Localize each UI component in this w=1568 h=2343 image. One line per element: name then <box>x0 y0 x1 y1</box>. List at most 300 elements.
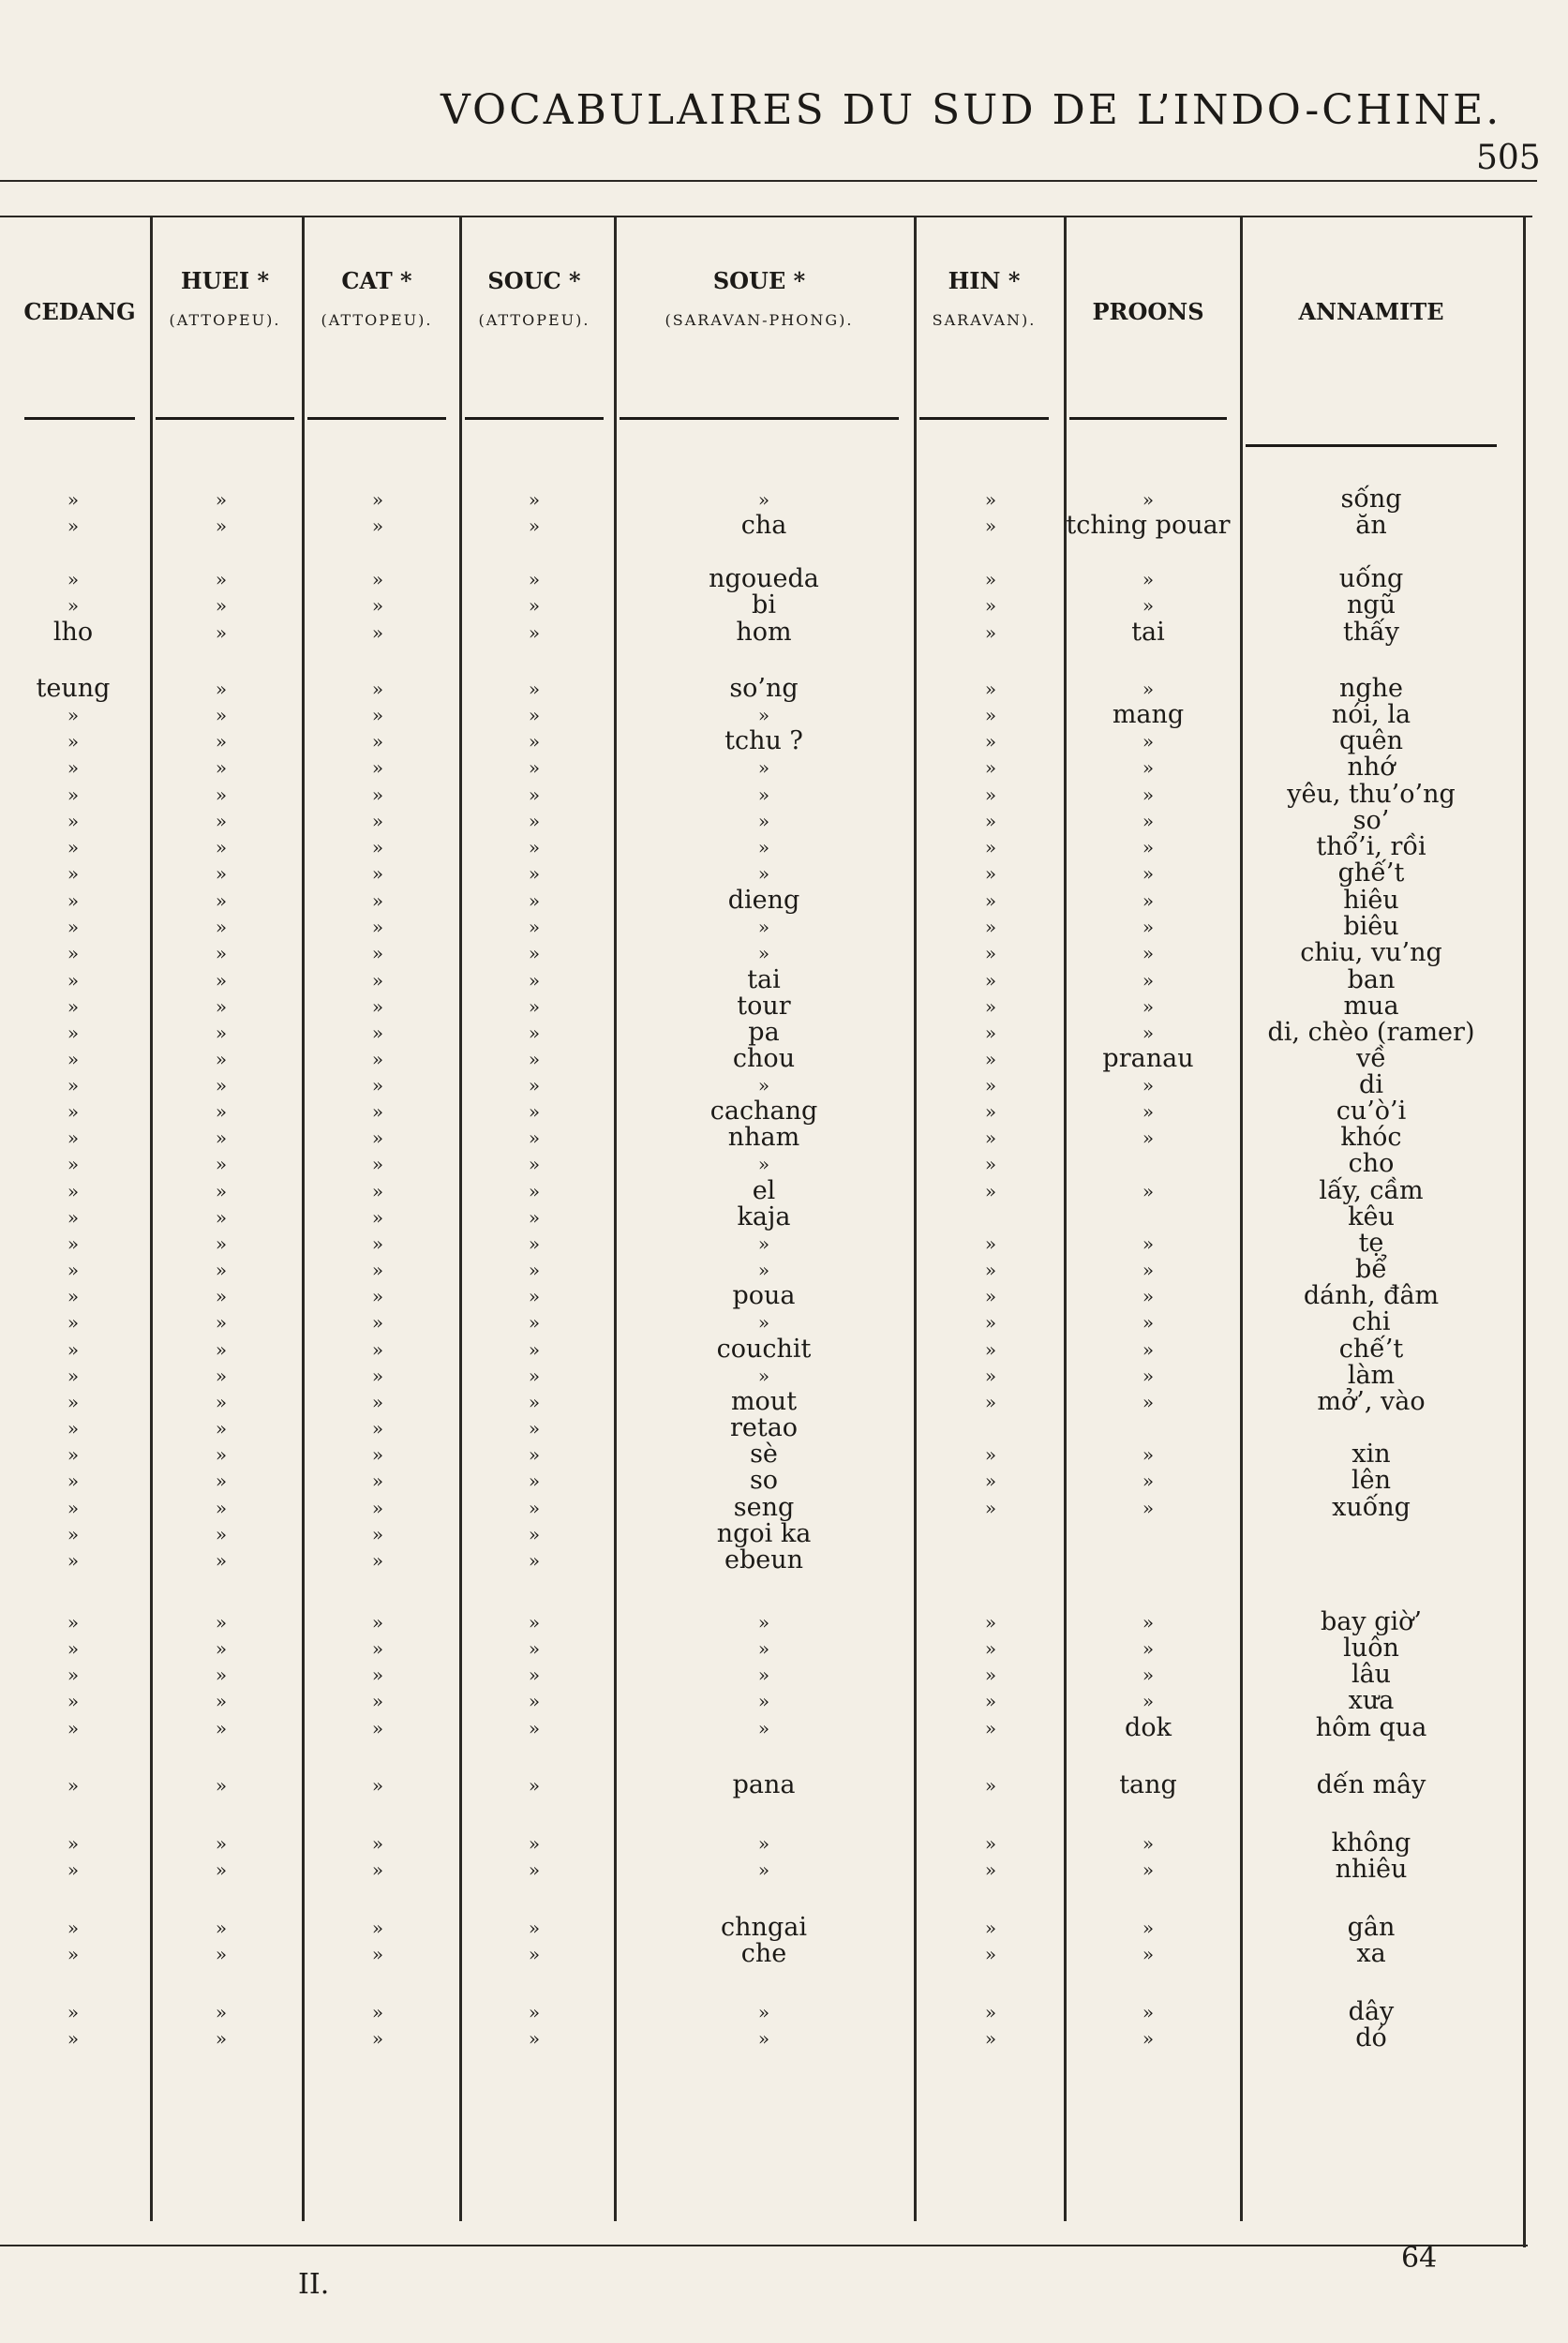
table-cell: » <box>67 1285 80 1307</box>
column-header-underline <box>919 417 1049 420</box>
table-cell: » <box>67 756 80 779</box>
table-cell: ebeun <box>724 1545 804 1574</box>
table-cell: mang <box>1112 700 1185 729</box>
table-cell: » <box>984 1127 997 1149</box>
table-cell: » <box>371 1690 384 1712</box>
table-cell: » <box>371 488 384 511</box>
table-cell: xuống <box>1332 1493 1411 1522</box>
table-cell: » <box>528 1470 541 1492</box>
table-cell: » <box>757 1259 770 1281</box>
table-cell: chngai <box>721 1913 807 1942</box>
table-cell: » <box>528 969 541 992</box>
table-cell: » <box>1142 969 1155 992</box>
column-divider <box>1240 216 1243 2221</box>
table-cell: » <box>984 810 997 832</box>
column-header-label: HIN * <box>948 267 1021 294</box>
table-cell: nhiêu <box>1335 1855 1408 1884</box>
column-header-label: SOUC * <box>487 267 581 294</box>
table-cell: » <box>67 1180 80 1202</box>
column-header <box>914 267 1054 335</box>
table-cell: » <box>984 1858 997 1881</box>
table-cell: » <box>1142 1391 1155 1413</box>
table-cell: cu’ò’i <box>1336 1097 1407 1126</box>
table-cell: » <box>984 756 997 779</box>
table-cell: » <box>371 1127 384 1149</box>
table-cell: » <box>1142 1917 1155 1939</box>
table-cell: » <box>67 1048 80 1070</box>
table-cell: » <box>67 1832 80 1855</box>
table-cell: » <box>528 1832 541 1855</box>
table-cell: » <box>528 1391 541 1413</box>
table-cell: » <box>1142 678 1155 700</box>
table-cell: » <box>371 1470 384 1492</box>
bottom-rule <box>0 2245 1528 2246</box>
table-cell: » <box>371 594 384 617</box>
table-cell: » <box>528 704 541 726</box>
table-cell: chế’t <box>1338 1335 1404 1364</box>
table-cell: » <box>371 1338 384 1361</box>
table-cell: so’ <box>1352 806 1390 835</box>
table-cell: » <box>215 1637 228 1660</box>
table-cell: » <box>528 1523 541 1545</box>
column-header-underline <box>465 417 604 420</box>
table-cell: » <box>371 1917 384 1939</box>
column-header-label: CAT * <box>341 267 412 294</box>
table-cell: » <box>67 889 80 912</box>
column-divider <box>914 216 917 2221</box>
table-cell: » <box>1142 1637 1155 1660</box>
column-header-underline <box>620 417 899 420</box>
table-cell: » <box>67 862 80 885</box>
table-cell: » <box>528 995 541 1018</box>
table-cell: » <box>984 678 997 700</box>
table-cell: » <box>984 1365 997 1387</box>
table-cell: » <box>528 594 541 617</box>
table-cell: » <box>371 1858 384 1881</box>
table-cell: » <box>371 756 384 779</box>
table-cell: » <box>757 1717 770 1739</box>
column-header-label: CEDANG <box>23 298 136 325</box>
table-cell: » <box>757 1858 770 1881</box>
table-cell: » <box>984 1338 997 1361</box>
table-cell: » <box>984 1611 997 1634</box>
table-cell: » <box>757 810 770 832</box>
table-cell: hôm qua <box>1315 1713 1427 1742</box>
table-cell: » <box>1142 1470 1155 1492</box>
table-cell: » <box>67 1717 80 1739</box>
table-cell: » <box>528 2027 541 2050</box>
table-cell: » <box>215 1497 228 1519</box>
table-cell: che <box>740 1939 787 1968</box>
table-cell: » <box>215 1443 228 1466</box>
table-cell: » <box>67 969 80 992</box>
table-cell: ngũ <box>1346 590 1396 619</box>
table-cell: pranau <box>1102 1044 1194 1073</box>
table-cell: pa <box>748 1018 780 1047</box>
table-cell: » <box>528 1774 541 1797</box>
table-cell: » <box>371 515 384 537</box>
table-cell: » <box>215 2027 228 2050</box>
table-cell: » <box>371 889 384 912</box>
table-cell: poua <box>732 1281 796 1310</box>
table-cell: bi <box>752 590 776 619</box>
table-cell: » <box>67 995 80 1018</box>
table-cell: » <box>528 1022 541 1044</box>
table-cell: » <box>757 1832 770 1855</box>
table-cell: tẹ <box>1358 1229 1384 1258</box>
table-cell: » <box>371 1391 384 1413</box>
table-cell: tang <box>1119 1770 1177 1799</box>
table-cell: » <box>1142 1690 1155 1712</box>
table-cell: » <box>67 704 80 726</box>
column-header-label: PROONS <box>1092 298 1204 325</box>
table-cell: dieng <box>727 886 800 915</box>
table-cell: ngoi ka <box>716 1519 812 1548</box>
table-cell: » <box>67 2001 80 2023</box>
table-cell: » <box>371 1443 384 1466</box>
table-cell: » <box>1142 2027 1155 2050</box>
table-cell: » <box>215 942 228 964</box>
table-cell: » <box>371 942 384 964</box>
table-cell: » <box>757 1074 770 1097</box>
table-cell: » <box>215 810 228 832</box>
table-cell: » <box>67 1774 80 1797</box>
table-cell: » <box>215 1206 228 1229</box>
table-cell: » <box>1142 594 1155 617</box>
table-cell: » <box>215 568 228 590</box>
table-cell: khóc <box>1340 1123 1402 1152</box>
table-cell: » <box>528 1206 541 1229</box>
table-cell: chi <box>1351 1307 1391 1336</box>
table-cell: » <box>67 1259 80 1281</box>
table-cell: » <box>67 1664 80 1686</box>
table-cell: » <box>984 1717 997 1739</box>
table-cell: ghế’t <box>1337 858 1405 888</box>
table-cell: » <box>528 1365 541 1387</box>
table-cell: couchit <box>716 1335 812 1364</box>
table-cell: » <box>528 1232 541 1255</box>
table-cell: » <box>215 594 228 617</box>
table-cell: lên <box>1351 1466 1392 1495</box>
table-cell: » <box>528 1100 541 1123</box>
table-cell: » <box>984 1917 997 1939</box>
column-header <box>1240 298 1502 326</box>
table-cell: » <box>1142 1365 1155 1387</box>
table-cell: » <box>371 621 384 644</box>
table-cell: dánh, đâm <box>1303 1281 1440 1310</box>
table-cell: nham <box>727 1123 800 1152</box>
table-cell: » <box>67 1100 80 1123</box>
table-cell: » <box>528 756 541 779</box>
table-cell: » <box>371 1417 384 1440</box>
table-cell: » <box>67 1637 80 1660</box>
table-cell: nói, la <box>1331 700 1411 729</box>
table-cell: » <box>528 862 541 885</box>
table-cell: » <box>67 515 80 537</box>
table-cell: » <box>67 1338 80 1361</box>
table-cell: » <box>67 1022 80 1044</box>
table-cell: » <box>67 1365 80 1387</box>
column-header-label: HUEI * <box>180 267 270 294</box>
table-cell: » <box>757 1232 770 1255</box>
table-cell: » <box>528 1153 541 1175</box>
table-cell: » <box>1142 730 1155 753</box>
table-cell: xưa <box>1348 1686 1395 1715</box>
table-cell: » <box>215 1549 228 1572</box>
table-cell: » <box>215 1022 228 1044</box>
table-cell: » <box>67 1611 80 1634</box>
table-cell: » <box>528 1664 541 1686</box>
table-cell: » <box>984 1470 997 1492</box>
table-cell: » <box>757 1153 770 1175</box>
table-cell: lấy, cầm <box>1319 1176 1424 1205</box>
table-cell: hiêu <box>1343 886 1399 915</box>
table-cell: » <box>215 621 228 644</box>
table-cell: » <box>984 594 997 617</box>
table-cell: » <box>528 1417 541 1440</box>
table-cell: » <box>67 1690 80 1712</box>
table-cell: » <box>67 1470 80 1492</box>
table-cell: » <box>215 1311 228 1334</box>
table-cell: » <box>528 730 541 753</box>
table-cell: gân <box>1347 1913 1396 1942</box>
table-cell: » <box>528 1497 541 1519</box>
table-cell: » <box>757 2001 770 2023</box>
table-cell: » <box>215 488 228 511</box>
table-cell: bể <box>1355 1255 1387 1284</box>
table-cell: » <box>371 2001 384 2023</box>
table-cell: » <box>528 568 541 590</box>
table-cell: » <box>67 1943 80 1965</box>
table-cell: teung <box>36 674 111 703</box>
table-cell: » <box>757 1690 770 1712</box>
table-cell: » <box>215 969 228 992</box>
table-cell: biêu <box>1343 912 1399 941</box>
table-cell: » <box>528 1549 541 1572</box>
table-cell: » <box>215 1858 228 1881</box>
table-cell: » <box>984 1259 997 1281</box>
table-cell: » <box>528 1074 541 1097</box>
table-cell: » <box>528 783 541 806</box>
table-cell: » <box>528 1338 541 1361</box>
table-cell: » <box>215 1153 228 1175</box>
table-cell: » <box>984 1443 997 1466</box>
table-cell: » <box>371 704 384 726</box>
table-cell: » <box>67 2027 80 2050</box>
table-cell: lho <box>52 618 94 647</box>
table-cell: » <box>67 1523 80 1545</box>
table-cell: không <box>1331 1828 1411 1858</box>
table-cell: » <box>984 2027 997 2050</box>
table-cell: » <box>984 1690 997 1712</box>
table-cell: » <box>371 1664 384 1686</box>
table-cell: » <box>371 1717 384 1739</box>
table-cell: » <box>528 515 541 537</box>
table-cell: » <box>371 995 384 1018</box>
table-cell: » <box>984 568 997 590</box>
table-cell: » <box>528 1637 541 1660</box>
table-cell: » <box>984 1100 997 1123</box>
table-cell: » <box>371 678 384 700</box>
table-cell: » <box>215 756 228 779</box>
table-cell: » <box>371 810 384 832</box>
table-cell: » <box>1142 1022 1155 1044</box>
column-header <box>19 298 141 326</box>
column-header-underline <box>1246 444 1497 447</box>
table-cell: » <box>371 969 384 992</box>
column-header <box>1064 298 1232 326</box>
table-cell: » <box>371 1549 384 1572</box>
table-right-border <box>1523 216 1526 2247</box>
top-rule <box>0 180 1537 182</box>
table-cell: » <box>67 1206 80 1229</box>
table-cell: » <box>67 1074 80 1097</box>
table-cell: xin <box>1351 1440 1391 1469</box>
sheet-number: 64 <box>1401 2242 1438 2275</box>
table-cell: » <box>984 1664 997 1686</box>
table-cell: » <box>984 942 997 964</box>
table-cell: » <box>371 836 384 858</box>
table-cell: » <box>757 1637 770 1660</box>
table-cell: pana <box>732 1770 796 1799</box>
table-cell: » <box>371 862 384 885</box>
table-cell: » <box>984 730 997 753</box>
table-cell: seng <box>733 1493 795 1522</box>
table-cell: » <box>67 488 80 511</box>
table-cell: » <box>1142 836 1155 858</box>
table-cell: dây <box>1348 1997 1395 2026</box>
table-cell: » <box>371 1497 384 1519</box>
table-cell: » <box>1142 756 1155 779</box>
table-cell: » <box>67 730 80 753</box>
table-cell: » <box>215 1365 228 1387</box>
table-cell: » <box>984 1832 997 1855</box>
table-cell: » <box>984 1774 997 1797</box>
table-cell: » <box>984 1285 997 1307</box>
table-cell: » <box>1142 889 1155 912</box>
table-cell: mua <box>1343 992 1399 1021</box>
table-cell: » <box>215 1470 228 1492</box>
table-cell: » <box>371 1311 384 1334</box>
table-cell: » <box>1142 1664 1155 1686</box>
table-cell: luôn <box>1343 1634 1399 1663</box>
table-cell: » <box>1142 862 1155 885</box>
table-cell: » <box>371 1943 384 1965</box>
table-cell: bay giờ’ <box>1321 1607 1422 1636</box>
table-cell: » <box>528 889 541 912</box>
column-divider <box>614 216 617 2221</box>
table-cell: » <box>757 783 770 806</box>
table-cell: » <box>757 1365 770 1387</box>
table-cell: » <box>528 942 541 964</box>
table-cell: » <box>528 1311 541 1334</box>
table-cell: » <box>215 889 228 912</box>
table-cell: » <box>1142 1180 1155 1202</box>
table-cell: » <box>371 1074 384 1097</box>
signature-mark: II. <box>298 2268 330 2301</box>
table-cell: » <box>757 862 770 885</box>
table-cell: » <box>1142 1858 1155 1881</box>
table-cell: » <box>67 1153 80 1175</box>
table-cell: kêu <box>1348 1202 1395 1231</box>
table-cell: » <box>1142 1259 1155 1281</box>
table-cell: » <box>528 1127 541 1149</box>
table-cell: » <box>528 1690 541 1712</box>
column-divider <box>302 216 305 2221</box>
table-cell: » <box>215 1774 228 1797</box>
table-cell: » <box>215 916 228 938</box>
table-cell: dó <box>1355 2023 1387 2052</box>
table-cell: » <box>371 1832 384 1855</box>
table-cell: ngoueda <box>709 564 819 593</box>
table-cell: » <box>528 488 541 511</box>
table-cell: » <box>1142 1311 1155 1334</box>
table-cell: mout <box>730 1387 798 1416</box>
page-number: 505 <box>1476 139 1541 177</box>
table-cell: » <box>528 1717 541 1739</box>
table-cell: » <box>371 568 384 590</box>
table-cell: » <box>528 916 541 938</box>
table-cell: » <box>984 621 997 644</box>
table-cell: » <box>371 1153 384 1175</box>
column-header <box>302 267 452 335</box>
table-cell: » <box>215 515 228 537</box>
table-cell: xa <box>1356 1939 1386 1968</box>
table-cell: tour <box>737 992 791 1021</box>
table-cell: » <box>757 756 770 779</box>
table-cell: » <box>984 969 997 992</box>
table-cell: làm <box>1347 1361 1396 1390</box>
table-cell: » <box>1142 1832 1155 1855</box>
table-cell: kaja <box>737 1202 791 1231</box>
table-cell: » <box>757 704 770 726</box>
table-cell: ăn <box>1355 511 1387 540</box>
table-cell: » <box>371 1232 384 1255</box>
table-cell: » <box>1142 916 1155 938</box>
table-cell: » <box>215 1611 228 1634</box>
table-cell: » <box>371 1774 384 1797</box>
table-cell: di, chèo (ramer) <box>1267 1018 1475 1047</box>
table-cell: » <box>215 836 228 858</box>
table-cell: » <box>528 836 541 858</box>
column-header-underline <box>1069 417 1227 420</box>
table-cell: » <box>984 1232 997 1255</box>
table-cell: » <box>984 862 997 885</box>
table-cell: » <box>984 1943 997 1965</box>
table-cell: » <box>215 1285 228 1307</box>
table-cell: yêu, thu’o’ng <box>1287 780 1456 809</box>
table-cell: thổ’i, rồi <box>1316 832 1426 861</box>
column-header-location: (ATTOPEU). <box>169 311 281 329</box>
column-header <box>614 267 904 335</box>
table-cell: » <box>984 889 997 912</box>
table-cell: » <box>371 1206 384 1229</box>
table-cell: » <box>528 1943 541 1965</box>
table-cell: » <box>371 1365 384 1387</box>
table-cell: » <box>371 1259 384 1281</box>
table-cell: » <box>528 2001 541 2023</box>
table-cell: » <box>1142 995 1155 1018</box>
table-cell: cachang <box>709 1097 818 1126</box>
table-cell: cho <box>1348 1149 1395 1178</box>
table-cell: thấy <box>1342 618 1400 647</box>
table-cell: » <box>371 730 384 753</box>
table-cell: » <box>757 836 770 858</box>
table-cell: » <box>215 1074 228 1097</box>
table-cell: » <box>1142 1943 1155 1965</box>
table-cell: » <box>528 1180 541 1202</box>
table-cell: » <box>1142 488 1155 511</box>
